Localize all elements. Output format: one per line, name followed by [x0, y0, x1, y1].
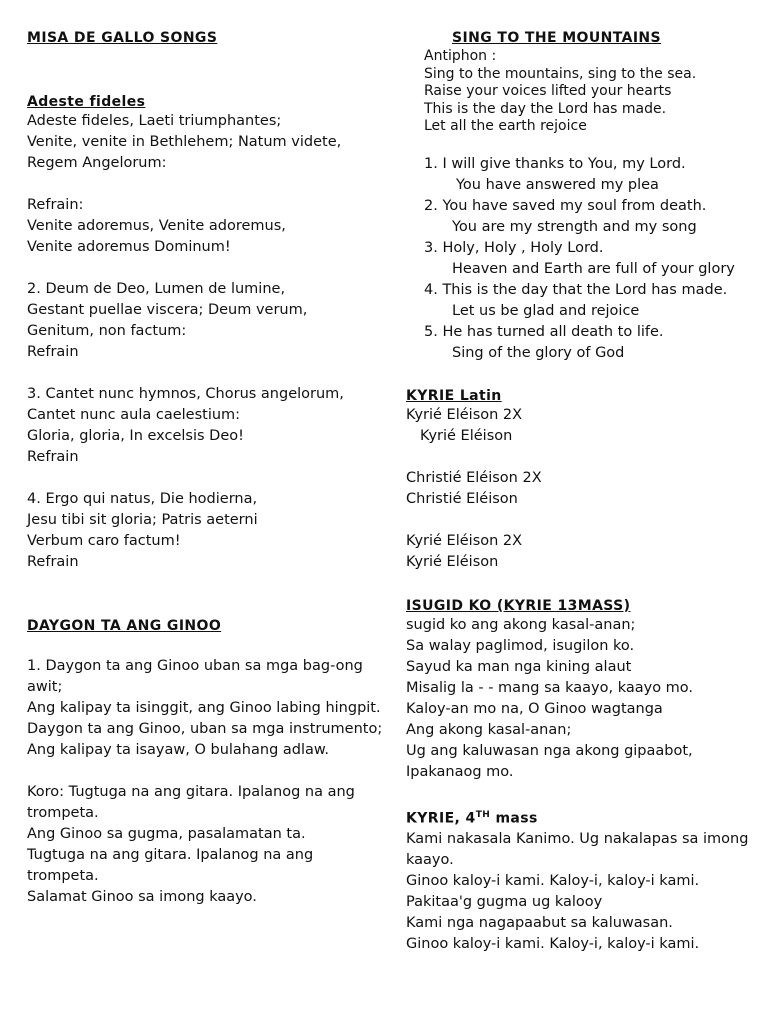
lyric-line: Genitum, non factum: — [27, 323, 187, 339]
lyric-line: Refrain — [27, 344, 79, 360]
lyric-line: Ipakanaog mo. — [406, 764, 514, 780]
verse-line: 1. I will give thanks to You, my Lord. — [424, 156, 686, 172]
lyric-line: Misalig la - - mang sa kaayo, kaayo mo. — [406, 680, 694, 696]
verse-line: 5. He has turned all death to life. — [424, 324, 664, 340]
lyric-line: Verbum caro factum! — [27, 533, 181, 549]
kyrie-latin-heading: KYRIE Latin — [406, 388, 502, 404]
verse-subline: You are my strength and my song — [452, 219, 697, 235]
lyric-line: Ang kalipay ta isinggit, ang Ginoo labing hingpit. — [27, 700, 381, 716]
verse-line: 3. Holy, Holy , Holy Lord. — [424, 240, 604, 256]
kyrie4-heading-main: KYRIE, 4 — [406, 810, 476, 827]
lyric-line: Christié Eléison — [406, 491, 518, 507]
lyric-line: 3. Cantet nunc hymnos, Chorus angelorum, — [27, 386, 344, 402]
lyric-line: Koro: Tugtuga na ang gitara. Ipalanog na ang — [27, 784, 355, 800]
refrain-label: Refrain: — [27, 197, 84, 213]
adeste-section — [27, 93, 344, 573]
lyric-line: Venite adoremus Dominum! — [27, 239, 231, 255]
lyric-line: Refrain — [27, 554, 79, 570]
lyric-line: Sing to the mountains, sing to the sea. — [424, 65, 697, 82]
mountains-heading: SING TO THE MOUNTAINS — [452, 30, 662, 46]
lyric-line: Kaloy-an mo na, O Ginoo wagtanga — [406, 701, 663, 717]
lyric-line: Kyrié Eléison — [406, 554, 499, 570]
page-title: MISA DE GALLO SONGS — [27, 30, 218, 46]
daygon-heading: DAYGON TA ANG GINOO — [27, 618, 222, 634]
lyric-line: 4. Ergo qui natus, Die hodierna, — [27, 491, 258, 507]
lyric-line: Kyrié Eléison — [420, 428, 513, 444]
verse-subline: Heaven and Earth are full of your glory — [452, 261, 735, 277]
lyric-line: Salamat Ginoo sa imong kaayo. — [27, 889, 257, 905]
lyric-line: Ug ang kaluwasan nga akong gipaabot, — [406, 743, 693, 759]
lyric-line: Raise your voices lifted your hearts — [424, 83, 672, 99]
verse-subline: You have answered my plea — [456, 177, 659, 193]
lyric-line: Ang akong kasal-anan; — [406, 722, 572, 738]
lyric-line: Kami nakasala Kanimo. Ug nakalapas sa imong — [406, 830, 749, 847]
lyric-line: Kyrié Eléison 2X — [406, 407, 523, 423]
lyric-line: Gestant puellae viscera; Deum verum, — [27, 302, 308, 318]
lyric-line: Venite adoremus, Venite adoremus, — [27, 218, 286, 234]
lyric-line: Regem Angelorum: — [27, 155, 167, 171]
lyric-line: Venite, venite in Bethlehem; Natum videte, — [27, 134, 342, 150]
lyric-line: Sayud ka man nga kining alaut — [406, 659, 632, 675]
lyric-line: Cantet nunc aula caelestium: — [27, 407, 241, 423]
lyric-line: kaayo. — [406, 851, 454, 868]
lyric-line: Daygon ta ang Ginoo, uban sa mga instrumento; — [27, 721, 383, 737]
kyrie4-heading-sup: TH — [475, 810, 491, 820]
kyrie4-heading — [406, 805, 748, 829]
lyric-line: Christié Eléison 2X — [406, 470, 542, 486]
lyric-line: Tugtuga na ang gitara. Ipalanog na ang — [27, 847, 314, 863]
isugid-section — [406, 597, 693, 783]
lyric-line: Gloria, gloria, In excelsis Deo! — [27, 428, 244, 444]
lyric-line: trompeta. — [27, 868, 99, 884]
kyrie4-section — [406, 805, 748, 955]
lyric-line: This is the day the Lord has made. — [424, 100, 667, 117]
lyric-line: Refrain — [27, 449, 79, 465]
lyric-line: Kyrié Eléison 2X — [406, 533, 523, 549]
kyrie-latin-section — [406, 387, 542, 573]
lyric-line: Sa walay paglimod, isugilon ko. — [406, 638, 635, 654]
daygon-section — [27, 617, 382, 908]
lyric-line: Ang Ginoo sa gugma, pasalamatan ta. — [27, 826, 306, 842]
lyric-line: 1. Daygon ta ang Ginoo uban sa mga bag-ong — [27, 658, 363, 674]
isugid-heading: ISUGID KO (KYRIE 13MASS) — [406, 598, 631, 614]
lyric-line: Let all the earth rejoice — [424, 118, 587, 134]
verse-subline: Sing of the glory of God — [452, 345, 625, 361]
lyric-line: Ang kalipay ta isayaw, O bulahang adlaw. — [27, 742, 330, 758]
adeste-heading: Adeste fideles — [27, 94, 146, 110]
verse-line: 4. This is the day that the Lord has made. — [424, 282, 728, 298]
lyric-line: Adeste fideles, Laeti triumphantes; — [27, 113, 282, 129]
antiphon-block — [424, 48, 696, 136]
lyric-line: Ginoo kaloy-i kami. Kaloy-i, kaloy-i kami. — [406, 872, 700, 889]
lyric-line: trompeta. — [27, 805, 99, 821]
antiphon-label: Antiphon : — [424, 48, 497, 64]
lyric-line: awit; — [27, 679, 63, 695]
mountains-verses — [424, 154, 735, 364]
lyric-line: sugid ko ang akong kasal-anan; — [406, 617, 636, 633]
kyrie4-heading-end: mass — [490, 810, 538, 827]
verse-subline: Let us be glad and rejoice — [452, 303, 640, 319]
lyric-line: Pakitaa'g gugma ug kalooy — [406, 893, 603, 910]
verse-line: 2. You have saved my soul from death. — [424, 198, 707, 214]
lyric-line: Ginoo kaloy-i kami. Kaloy-i, kaloy-i kami. — [406, 935, 700, 952]
lyric-line: Jesu tibi sit gloria; Patris aeterni — [27, 512, 258, 528]
lyric-line: Kami nga nagapaabut sa kaluwasan. — [406, 914, 673, 931]
lyric-line: 2. Deum de Deo, Lumen de lumine, — [27, 281, 286, 297]
